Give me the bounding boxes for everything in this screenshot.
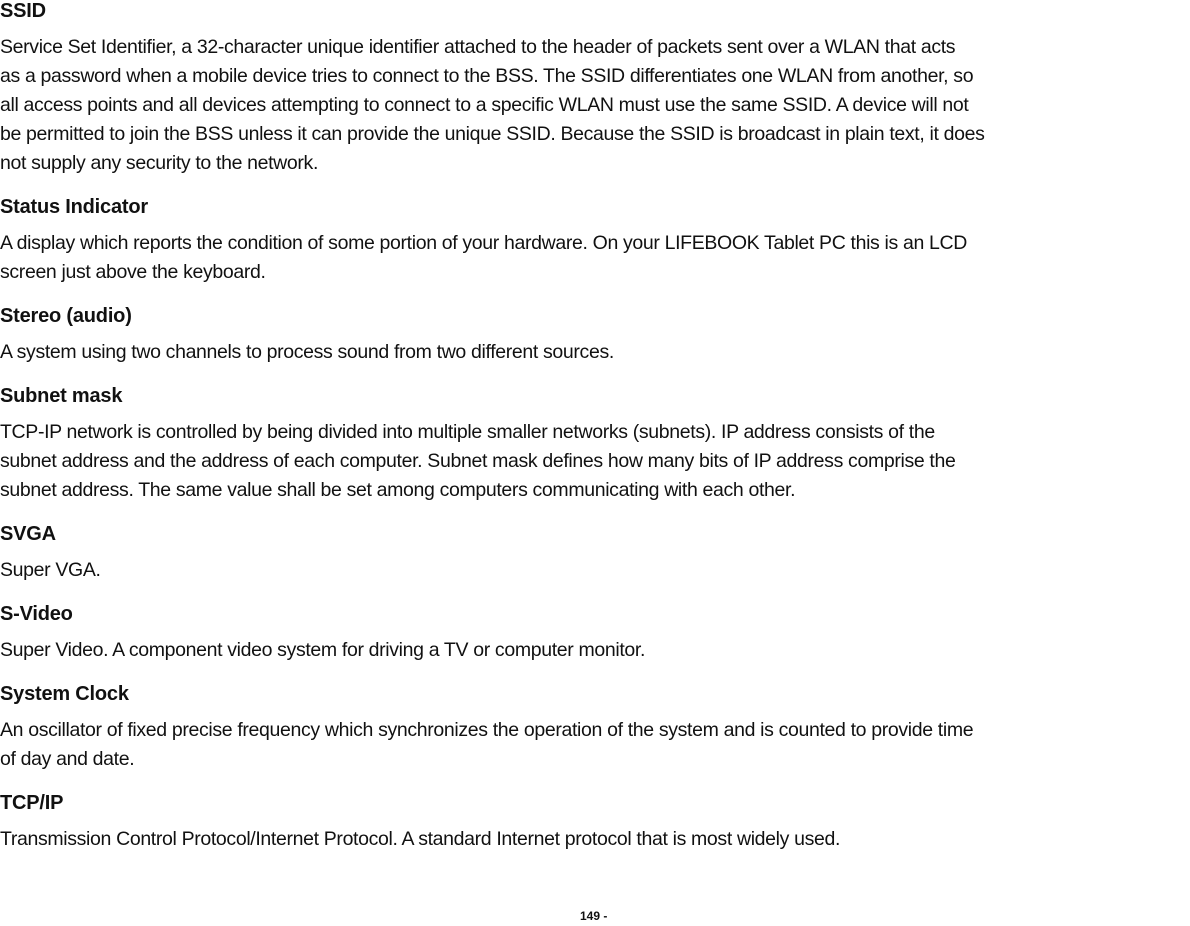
definition-line: Super VGA. bbox=[0, 559, 101, 581]
page-number: 149 - bbox=[580, 909, 608, 923]
glossary-term: SSID bbox=[0, 0, 46, 22]
definition-line: be permitted to join the BSS unless it can provide the unique SSID. Because the SSID is broadcast in plain text, it does bbox=[0, 123, 985, 145]
definition-line: all access points and all devices attempting to connect to a specific WLAN must use the same SSID. A device will not bbox=[0, 94, 969, 116]
definition-line: Transmission Control Protocol/Internet Protocol. A standard Internet protocol that is most widely used. bbox=[0, 828, 841, 850]
glossary-term: TCP/IP bbox=[0, 792, 64, 814]
definition-line: screen just above the keyboard. bbox=[0, 261, 266, 283]
glossary-entry bbox=[0, 0, 1190, 178]
definition-line: A display which reports the condition of some portion of your hardware. On your LIFEBOOK Tablet PC this is an LCD bbox=[0, 232, 967, 254]
definition-line: not supply any security to the network. bbox=[0, 152, 319, 174]
glossary-entry bbox=[0, 193, 1190, 287]
definition-line: A system using two channels to process sound from two different sources. bbox=[0, 341, 614, 363]
glossary-entry bbox=[0, 789, 1190, 854]
glossary-term: SVGA bbox=[0, 523, 56, 545]
definition-line: as a password when a mobile device tries to connect to the BSS. The SSID differentiates one WLAN from another, so bbox=[0, 65, 974, 87]
definition-line: Super Video. A component video system for driving a TV or computer monitor. bbox=[0, 639, 646, 661]
glossary-entry bbox=[0, 520, 1190, 585]
glossary-entry bbox=[0, 302, 1190, 367]
definition-line: subnet address. The same value shall be set among computers communicating with each other. bbox=[0, 479, 796, 501]
definition-line: subnet address and the address of each computer. Subnet mask defines how many bits of IP address comprise the bbox=[0, 450, 956, 472]
definition-line: Service Set Identifier, a 32-character unique identifier attached to the header of packets sent over a WLAN that acts bbox=[0, 36, 956, 58]
definition-line: An oscillator of fixed precise frequency which synchronizes the operation of the system and is counted to provide time bbox=[0, 719, 974, 741]
definition-line: TCP-IP network is controlled by being divided into multiple smaller networks (subnets). IP address consists of the bbox=[0, 421, 935, 443]
glossary-term: S-Video bbox=[0, 603, 73, 625]
glossary-term: System Clock bbox=[0, 683, 129, 705]
glossary-term: Status Indicator bbox=[0, 196, 148, 218]
glossary-entry bbox=[0, 680, 1190, 774]
glossary-term: Stereo (audio) bbox=[0, 305, 132, 327]
definition-line: of day and date. bbox=[0, 748, 135, 770]
glossary-entry bbox=[0, 382, 1190, 505]
glossary-term: Subnet mask bbox=[0, 385, 123, 407]
glossary-entry bbox=[0, 600, 1190, 665]
